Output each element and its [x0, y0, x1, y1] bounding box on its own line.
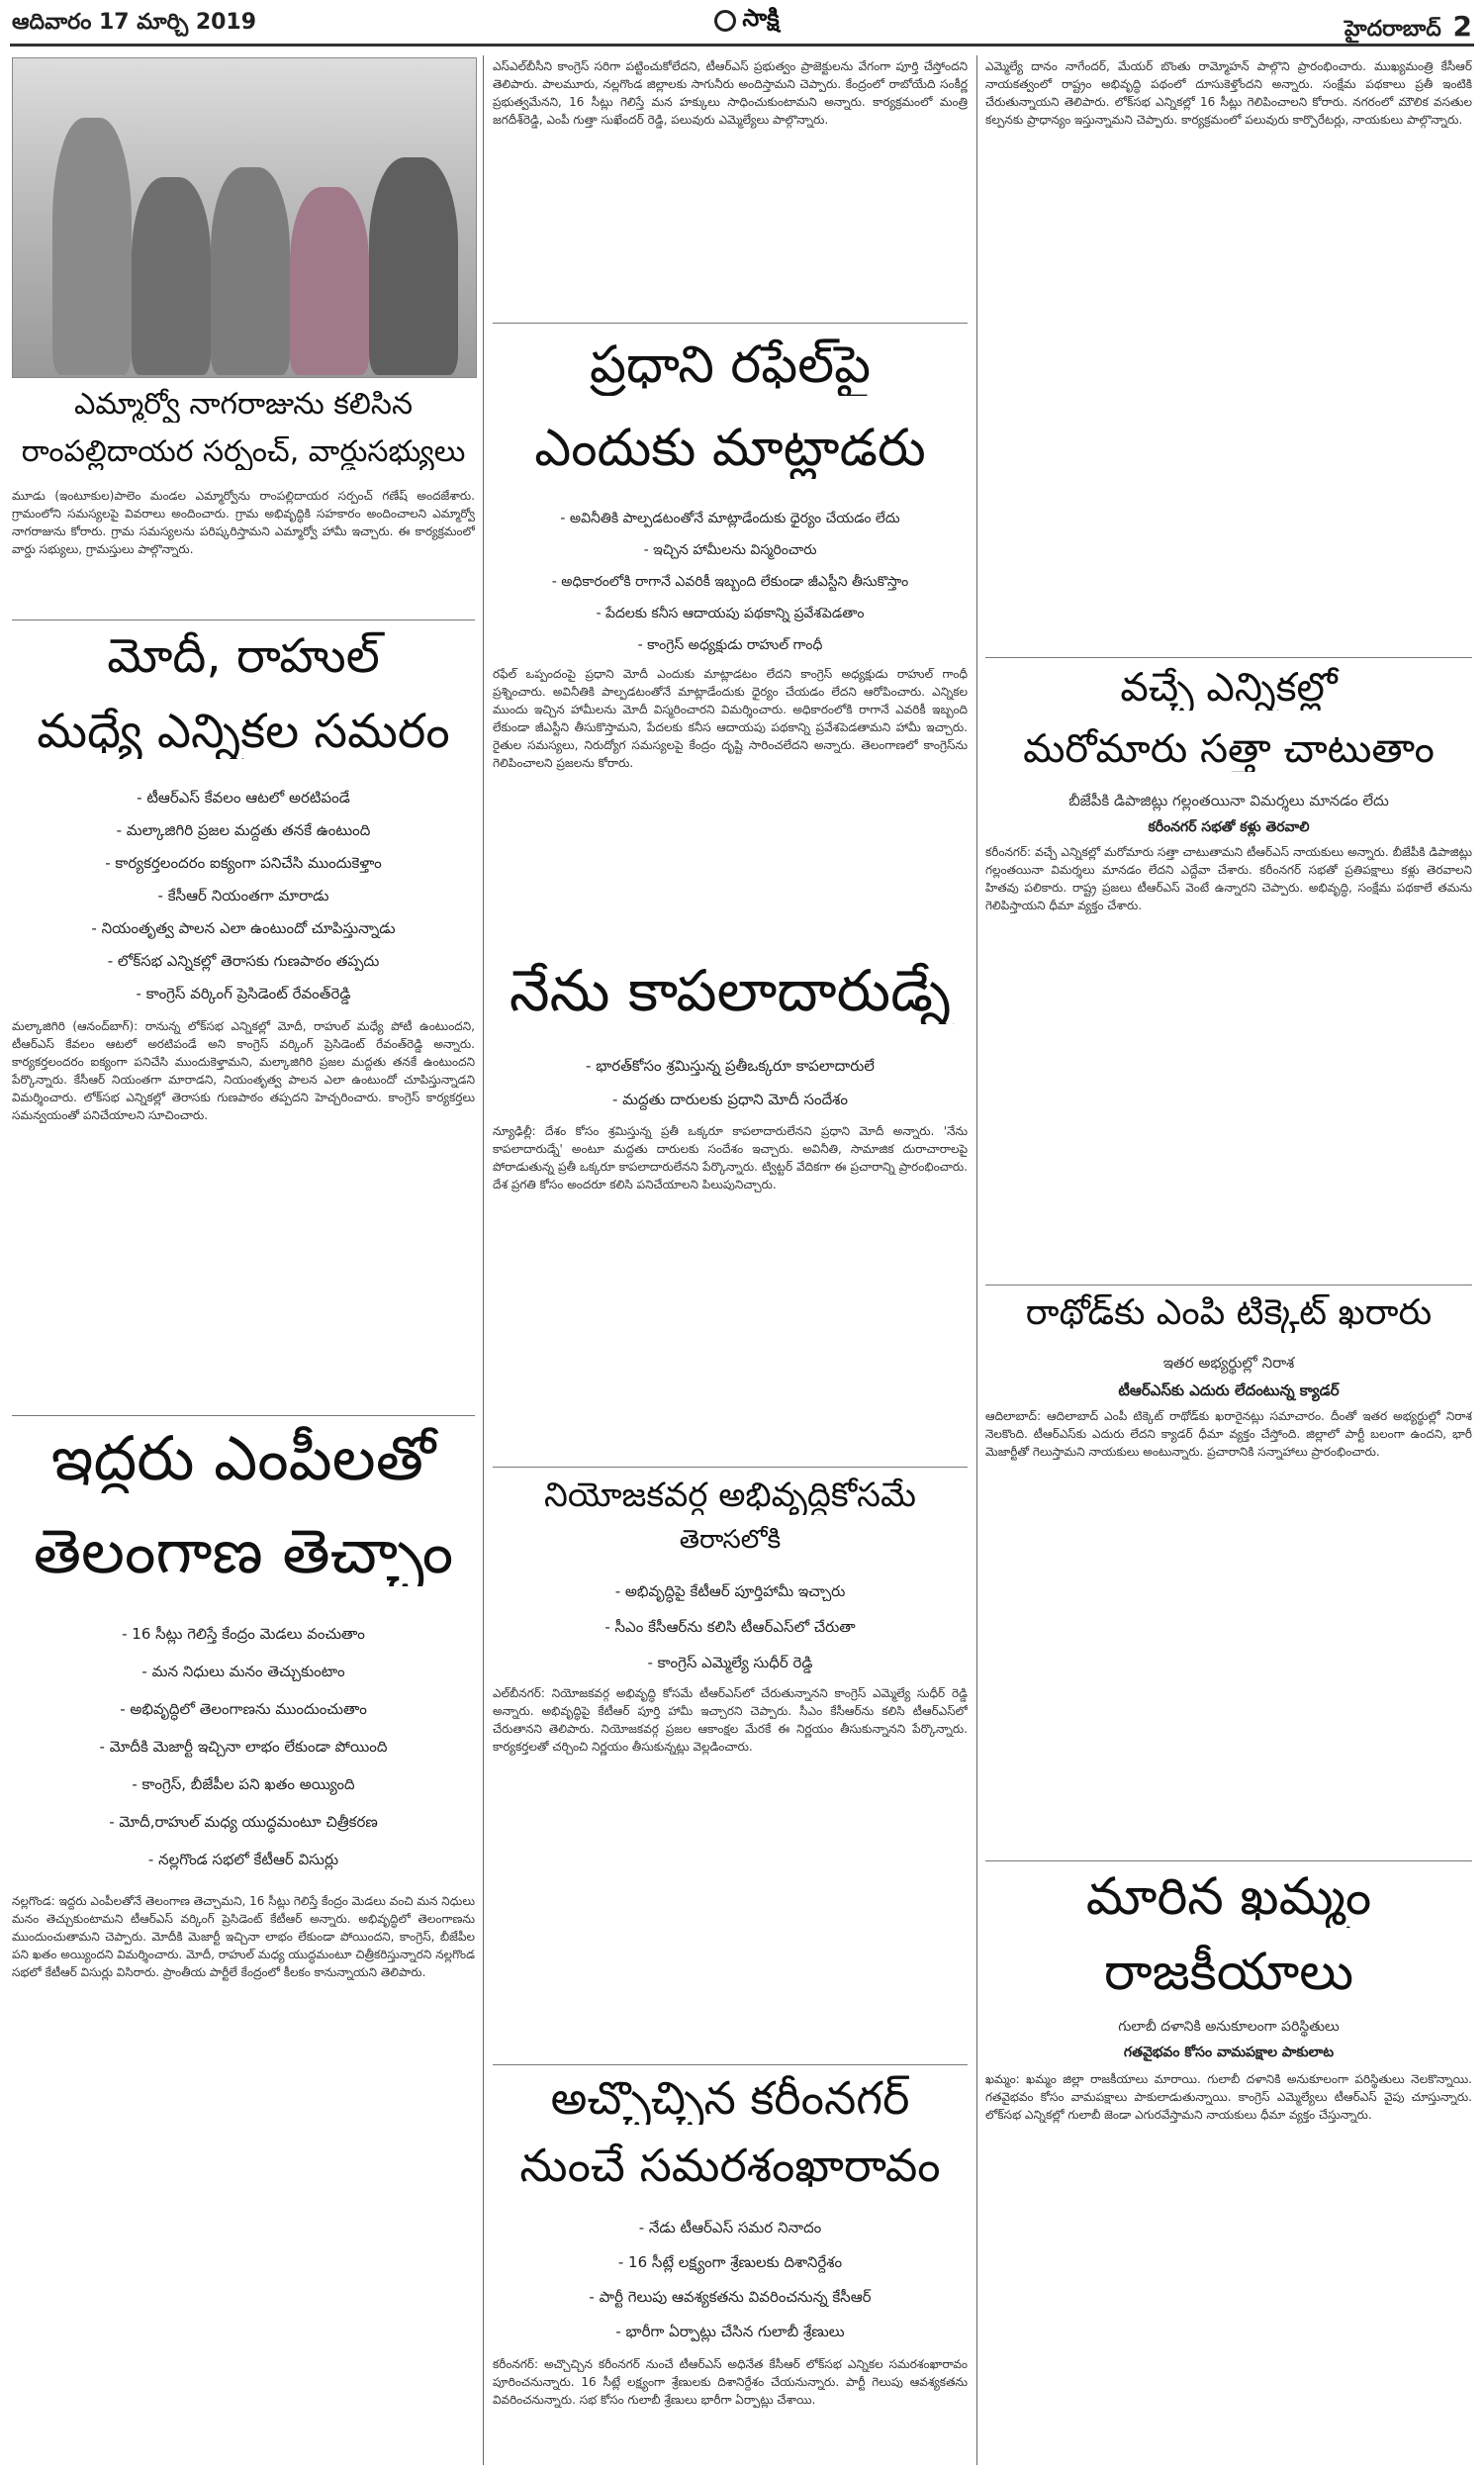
- page-number: 2: [1452, 10, 1472, 43]
- sub-item: - 16 సీట్లు గెలిస్తే కేంద్రం మెడలు వంచుతాం: [122, 1625, 365, 1643]
- sub-item: - నల్లగొండ సభలో కేటీఆర్‌ విసుర్లు: [147, 1851, 339, 1868]
- story-right-top-body: ఎమ్మెల్యే దానం నాగేందర్‌, మేయర్‌ బొంతు రామ్మోహన్‌ పాల్గొని ప్రారంభించారు. ముఖ్యమంత్రి కేసీఆర్‌ నాయకత్వంలో రాష్ట్రం అభివృద్ధి పథంలో దూసుకెళ్తోందని అన్నారు. సంక్షేమ పథకాలు ప్రతీ ఇంటికి చేరుతున్నాయని తెలిపారు. లోక్‌సభ ఎన్నికల్లో 16 సీట్లు గెలిపించాలని కోరారు. నగరంలో మౌలిక వసతుల కల్పనకు ప్రాధాన్యం ఇస్తున్నామని చెప్పారు. కార్యక్రమంలో పలువురు కార్పొరేటర్లు, నాయకులు పాల్గొన్నారు.: [985, 59, 1472, 127]
- column-rule: [483, 55, 484, 2465]
- photo-person: [52, 118, 132, 375]
- story-power-body: కరీంనగర్‌: వచ్చే ఎన్నికల్లో మరోమారు సత్తా చాటుతామని టీఆర్‌ఎస్‌ నాయకులు అన్నారు. బీజేపీకి డిపాజిట్లు గల్లంతయినా విమర్శలు మానడం లేదని ఎద్దేవా చేశారు. కరీంనగర్‌ సభతో ప్రతిపక్షాలు కళ్లు తెరవాలని హితవు పలికారు. రాష్ట్ర ప్రజలు టీఆర్‌ఎస్‌ వెంటే ఉన్నారని చెప్పారు. అభివృద్ధి, సంక్షేమ పథకాలే తమను గెలిపిస్తాయని ధీమా వ్యక్తం చేశారు.: [985, 845, 1472, 912]
- sub-item: - నియంతృత్వ పాలన ఎలా ఉంటుందో చూపిస్తున్నాడు: [91, 919, 396, 937]
- section-divider: [493, 323, 968, 324]
- section-divider: [493, 2064, 968, 2065]
- sub-item: - లోక్‌సభ ఎన్నికల్లో తెరాసకు గుణపాఠం తప్పదు: [107, 952, 380, 970]
- column-rule: [976, 55, 977, 2465]
- sub-item: - మల్కాజిగిరి ప్రజల మద్దతు తనకే ఉంటుంది: [116, 821, 371, 839]
- sub-item: - మోదీకి మెజార్టీ ఇచ్చినా లాభం లేకుండా పోయింది: [99, 1738, 388, 1756]
- story-modi-rahul-headline1: మోదీ, రాహుల్‌: [107, 629, 380, 684]
- photo-person: [132, 177, 211, 375]
- section-divider: [12, 1415, 475, 1416]
- story-rafale-headline1: ప్రధాని రఫేల్‌పై: [589, 336, 872, 395]
- sub-item: - మన నిధులు మనం తెచ్చుకుంటాం: [141, 1663, 345, 1680]
- sub-item: - టీఆర్‌ఎస్‌ కేవలం ఆటలో అరటిపండే: [137, 789, 350, 807]
- story-power-tagline: బీజేపీకి డిపాజిట్లు గల్లంతయినా విమర్శలు మానడం లేదు: [1068, 792, 1389, 809]
- story-rathod-headline: రాథోడ్‌కు ఎంపి టిక్కెట్‌ ఖరారు: [1025, 1292, 1433, 1333]
- masthead-rule: [10, 44, 1474, 47]
- sub-item: - కేసీఆర్‌ నియంతగా మారాడు: [157, 887, 329, 904]
- story-power-byline: కరీంనగర్‌ సభతో కళ్లు తెరవాలి: [1148, 819, 1310, 835]
- masthead-city-block: [1286, 10, 1472, 47]
- photo-caption-body: మూడు (ఇంటూకుల)పాలెం మండల ఎమ్మార్వోను రాంపల్లిదాయర సర్పంచ్‌ గణేష్‌ అందజేశారు. గ్రామంలోని సమస్యలపై వివరాలు అందించారు. గ్రామ అభివృద్ధికి సహకారం అందించాలని ఎమ్మార్వో నాగరాజును కోరారు. గ్రామ సమస్యలను పరిష్కరిస్తామని ఎమ్మార్వో హామీ ఇచ్చారు. ఈ కార్యక్రమంలో వార్డు సభ్యులు, గ్రామస్తులు పాల్గొన్నారు.: [12, 489, 475, 556]
- sub-item: - పేదలకు కనీస ఆదాయపు పథకాన్ని ప్రవేశపెడతాం: [596, 606, 865, 621]
- story-modi-rahul-headline2: మధ్యే ఎన్నికల సమరం: [37, 705, 450, 759]
- section-divider: [985, 657, 1472, 658]
- story-khammam-body: ఖమ్మం: ఖమ్మం జిల్లా రాజకీయాలు మారాయి. గులాబీ దళానికి అనుకూలంగా పరిస్థితులు నెలకొన్నాయి. గతవైభవం కోసం వామపక్షాలు పాకులాడుతున్నాయి. కాంగ్రెస్‌ ఎమ్మెల్యేలు టీఆర్‌ఎస్‌ వైపు చూస్తున్నారు. లోక్‌సభ ఎన్నికల్లో గులాబీ జెండా ఎగురవేస్తామని నాయకులు ధీమా వ్యక్తం చేస్తున్నారు.: [985, 2072, 1472, 2122]
- story-photo: [12, 57, 477, 378]
- story-karimnagar-subs: [493, 2211, 968, 2349]
- masthead-logo: [648, 4, 846, 38]
- story-khammam-tagline: గులాబీ దళానికి అనుకూలంగా పరిస్థితులు: [1118, 2019, 1340, 2035]
- sub-item: - అవినీతికి పాల్పడటంతోనే మాట్లాడేందుకు ధైర్యం చేయడం లేదు: [560, 511, 900, 526]
- sub-item: - కార్యకర్తలందరం ఐక్యంగా పనిచేసి ముందుకెళ్తాం: [105, 854, 382, 872]
- story-rathod-body: ఆదిలాబాద్‌: ఆదిలాబాద్‌ ఎంపీ టిక్కెట్‌ రాథోడ్‌కు ఖరారైనట్లు సమాచారం. దీంతో ఇతర అభ్యర్థుల్లో నిరాశ నెలకొంది. టీఆర్‌ఎస్‌కు ఎదురు లేదని క్యాడర్‌ ధీమా వ్యక్తం చేస్తోంది. జిల్లాలో పార్టీ బలంగా ఉందని, భారీ మెజార్టీతో గెలుస్తామని నాయకులు అంటున్నారు. ప్రచారానికి సన్నాహాలు ప్రారంభించారు.: [985, 1409, 1472, 1459]
- story-rafale-headline2: ఎందుకు మాట్లాడరు: [534, 420, 926, 478]
- story-rafale-body: రఫేల్‌ ఒప్పందంపై ప్రధాని మోదీ ఎందుకు మాట్లాడటం లేదని కాంగ్రెస్‌ అధ్యక్షుడు రాహుల్‌ గాంధీ ప్రశ్నించారు. అవినీతికి పాల్పడటంతోనే మాట్లాడేందుకు ధైర్యం చేయడం లేదని ఆరోపించారు. ఎన్నికల ముందు ఇచ్చిన హామీలను మోదీ విస్మరించారని విమర్శించారు. అధికారంలోకి రాగానే ఎవరికీ ఇబ్బంది లేకుండా జీఎస్టీని తీసుకొస్తామని, పేదలకు కనీస ఆదాయపు పథకాన్ని ప్రవేశపెడతామని హామీ ఇచ్చారు. రైతుల సమస్యలు, నిరుద్యోగ సమస్యలపై కేంద్రం దృష్టి సారించలేదని అన్నారు. తెలంగాణలో కాంగ్రెస్‌ను గెలిపించాలని ప్రజలను కోరారు.: [493, 667, 968, 770]
- sub-item: - అభివృద్ధిలో తెలంగాణను ముందుంచుతాం: [120, 1700, 367, 1718]
- photo-person: [211, 167, 290, 375]
- masthead-date: ఆదివారం 17 మార్చి 2019: [12, 10, 257, 35]
- story-power-headline2: మరోమారు సత్తా చాటుతాం: [1023, 726, 1435, 772]
- sub-item: - మోదీ,రాహుల్‌ మధ్య యుద్ధమంటూ చిత్రీకరణ: [109, 1813, 378, 1831]
- photo-caption-line1: ఎమ్మార్వో నాగరాజును కలిసిన: [73, 388, 414, 422]
- story-khammam-byline: గతవైభవం కోసం వామపక్షాల పాకులాట: [1123, 2045, 1335, 2060]
- sub-item: - కాంగ్రెస్‌, బీజేపీల పని ఖతం అయ్యింది: [132, 1775, 355, 1793]
- story-two-mps-subs: [12, 1615, 475, 1884]
- sub-item: - మద్దతు దారులకు ప్రధాని మోదీ సందేశం: [611, 1091, 849, 1108]
- sub-item: - భారీగా ఏర్పాట్లు చేసిన గులాబీ శ్రేణులు: [615, 2323, 845, 2340]
- sub-item: - కాంగ్రెస్‌ అధ్యక్షుడు రాహుల్‌ గాంధీ: [637, 637, 823, 653]
- story-rathod-tagline: ఇతర అభ్యర్థుల్లో నిరాశ: [1162, 1354, 1295, 1372]
- story-watchman-headline: నేను కాపలాదారుడ్నే: [509, 958, 952, 1024]
- sub-item: - భారత్‌కోసం శ్రమిస్తున్న ప్రతీఒక్కరూ కాపలాదారులే: [586, 1057, 875, 1075]
- sub-item: - 16 సీట్లే లక్ష్యంగా శ్రేణులకు దిశానిర్దేశం: [617, 2253, 843, 2271]
- sub-item: - ఇచ్చిన హామీలను విస్మరించారు: [643, 542, 817, 558]
- photo-person: [290, 187, 369, 375]
- story-karimnagar-headline1: అచ్చొచ్చిన కరీంనగర్‌: [550, 2072, 910, 2125]
- sub-item: - కాంగ్రెస్‌ వర్కింగ్‌ ప్రెసిడెంట్‌ రేవంత్‌రెడ్డి: [136, 985, 351, 1002]
- sub-item: - సీఎం కేసీఆర్‌ను కలిసి టీఆర్‌ఎస్‌లో చేరుతా: [604, 1618, 856, 1636]
- story-constituency-body: ఎల్‌బీనగర్‌: నియోజకవర్గ అభివృద్ధి కోసమే టీఆర్‌ఎస్‌లో చేరుతున్నానని కాంగ్రెస్‌ ఎమ్మెల్యే సుధీర్‌ రెడ్డి అన్నారు. అభివృద్ధిపై కేటీఆర్‌ పూర్తి హామీ ఇచ్చారని చెప్పారు. సీఎం కేసీఆర్‌ను కలిసి టీఆర్‌ఎస్‌లో చేరుతానని తెలిపారు. నియోజకవర్గ ప్రజల ఆకాంక్షల మేరకే ఈ నిర్ణయం తీసుకున్నానని పేర్కొన్నారు. కార్యకర్తలతో చర్చించి నిర్ణయం తీసుకున్నట్లు వెల్లడించారు.: [493, 1686, 968, 1754]
- story-power-headline1: వచ్చే ఎన్నికల్లో: [1120, 665, 1338, 711]
- story-modi-rahul-body: మల్కాజిగిరి (ఆనంద్‌బాగ్‌): రానున్న లోక్‌సభ ఎన్నికల్లో మోదీ, రాహుల్‌ మధ్యే పోటీ ఉంటుందని, టీఆర్‌ఎస్‌ కేవలం ఆటలో అరటిపండే అని కాంగ్రెస్‌ వర్కింగ్‌ ప్రెసిడెంట్‌ రేవంత్‌రెడ్డి అన్నారు. కార్యకర్తలందరం ఐక్యంగా పనిచేసి ముందుకెళ్తామని, మల్కాజిగిరి ప్రజల మద్దతు తనకే ఉంటుందని పేర్కొన్నారు. కేసీఆర్‌ నియంతగా మారాడని, నియంతృత్వ పాలన ఎలా ఉంటుందో చూపిస్తున్నాడని విమర్శించారు. లోక్‌సభ ఎన్నికల్లో తెరాసకు గుణపాఠం తప్పదని హెచ్చరించారు. కాంగ్రెస్‌ కార్యకర్తలు సమన్వయంతో పనిచేయాలని సూచించారు.: [12, 1019, 475, 1122]
- story-rafale-subs: [493, 503, 968, 661]
- story-karimnagar-body: కరీంనగర్‌: అచ్చొచ్చిన కరీంనగర్‌ నుంచే టీఆర్‌ఎస్‌ అధినేత కేసీఆర్‌ లోక్‌సభ ఎన్నికల సమరశంఖారావం పూరించనున్నారు. 16 సీట్లే లక్ష్యంగా శ్రేణులకు దిశానిర్దేశం చేయనున్నారు. పార్టీ గెలుపు ఆవశ్యకతను వివరించనున్నారు. సభ కోసం గులాబీ శ్రేణులు భారీగా ఏర్పాట్లు చేశాయి.: [493, 2357, 968, 2407]
- story-two-mps-headline1: ఇద్దరు ఎంపీలతో: [50, 1423, 436, 1494]
- sub-item: - అభివృద్ధిపై కేటీఆర్‌ పూర్తిహామీ ఇచ్చారు: [614, 1582, 846, 1600]
- sub-item: - కాంగ్రెస్‌ ఎమ్మెల్యే సుధీర్‌ రెడ్డి: [647, 1654, 813, 1671]
- sub-item: - పార్టీ గెలుపు ఆవశ్యకతను వివరించనున్న కేసీఆర్‌: [589, 2288, 872, 2306]
- story-khammam-headline2: రాజకీయాలు: [1103, 1944, 1354, 2002]
- logo-mark-icon: [714, 10, 736, 32]
- story-two-mps-headline2: తెలంగాణ తెచ్చాం: [33, 1516, 454, 1587]
- photo-person: [369, 157, 458, 375]
- story-constituency-subs: [493, 1573, 968, 1680]
- masthead-paper-name: సాక్షి: [742, 4, 780, 32]
- story-khammam-headline1: మారిన ఖమ్మం: [1085, 1868, 1372, 1927]
- section-divider: [12, 619, 475, 620]
- story-rathod-byline: టీఆర్‌ఎస్‌కు ఎదురు లేదంటున్న క్యాడర్‌: [1118, 1381, 1340, 1399]
- section-divider: [493, 1467, 968, 1468]
- story-watchman-body: న్యూఢిల్లీ: దేశం కోసం శ్రమిస్తున్న ప్రతీ ఒక్కరూ కాపలాదారులేనని ప్రధాని మోదీ అన్నారు. 'నేను కాపలాదారుడ్నే' అంటూ మద్దతు దారులకు సందేశం ఇచ్చారు. అవినీతి, సామాజిక దురాచారాలపై పోరాడుతున్న ప్రతీ ఒక్కరూ కాపలాదారులేనని పేర్కొన్నారు. ట్విట్టర్‌ వేదికగా ఈ ప్రచారాన్ని ప్రారంభించారు. దేశ ప్రగతి కోసం అందరూ కలిసి పనిచేయాలని పిలుపునిచ్చారు.: [493, 1124, 968, 1191]
- story-two-mps-body: నల్లగొండ: ఇద్దరు ఎంపీలతోనే తెలంగాణ తెచ్చామని, 16 సీట్లు గెలిస్తే కేంద్రం మెడలు వంచి మన నిధులు మనం తెచ్చుకుంటామని టీఆర్‌ఎస్‌ వర్కింగ్‌ ప్రెసిడెంట్‌ కేటీఆర్‌ అన్నారు. అభివృద్ధిలో తెలంగాణను ముందుంచుతామని చెప్పారు. మోదీకి మెజార్టీ ఇచ్చినా లాభం లేకుండా పోయిందని, కాంగ్రెస్‌, బీజేపీల పని ఖతం అయ్యిందని విమర్శించారు. మోదీ, రాహుల్‌ మధ్య యుద్ధమంటూ చిత్రీకరిస్తున్నారని నల్లగొండ సభలో కేటీఆర్‌ విసుర్లు విసిరారు. ప్రాంతీయ పార్టీలే కేంద్రంలో కీలకం కానున్నాయని తెలిపారు.: [12, 1894, 475, 1979]
- masthead-city: హైదరాబాద్: [1344, 17, 1441, 42]
- story-karimnagar-headline2: నుంచే సమరశంఖారావం: [519, 2140, 941, 2192]
- section-divider: [985, 1860, 1472, 1861]
- sub-item: - నేడు టీఆర్‌ఎస్‌ సమర నినాదం: [638, 2219, 822, 2237]
- story-top-middle-body: ఎస్‌ఎల్‌బీసీని కాంగ్రెస్‌ సరిగా పట్టించుకోలేదని, టీఆర్‌ఎస్‌ ప్రభుత్వం ప్రాజెక్టులను వేగంగా పూర్తి చేస్తోందని తెలిపారు. పాలమూరు, నల్లగొండ జిల్లాలకు సాగునీరు అందిస్తామని చెప్పారు. కేంద్రంలో రాబోయేది సంకీర్ణ ప్రభుత్వమేనని, 16 సీట్లు గెలిస్తే మన హక్కులు సాధించుకుంటామని అన్నారు. కార్యక్రమంలో మంత్రి జగదీశ్‌రెడ్డి, ఎంపీ గుత్తా సుఖేందర్‌ రెడ్డి, పలువురు ఎమ్మెల్యేలు పాల్గొన్నారు.: [493, 59, 968, 127]
- story-constituency-tagline: తెరాసలోకి: [679, 1526, 782, 1555]
- sub-item: - అధికారంలోకి రాగానే ఎవరికీ ఇబ్బంది లేకుండా జీఎస్టీని తీసుకొస్తాం: [551, 574, 909, 590]
- story-modi-rahul-subs: [12, 782, 475, 1011]
- photo-caption-line2: రాంపల్లిదాయర సర్పంచ్‌, వార్డుసభ్యులు: [21, 435, 466, 469]
- story-watchman-subs: [493, 1049, 968, 1118]
- story-constituency-headline: నియోజకవర్గ అభివృద్ధికోసమే: [543, 1476, 916, 1515]
